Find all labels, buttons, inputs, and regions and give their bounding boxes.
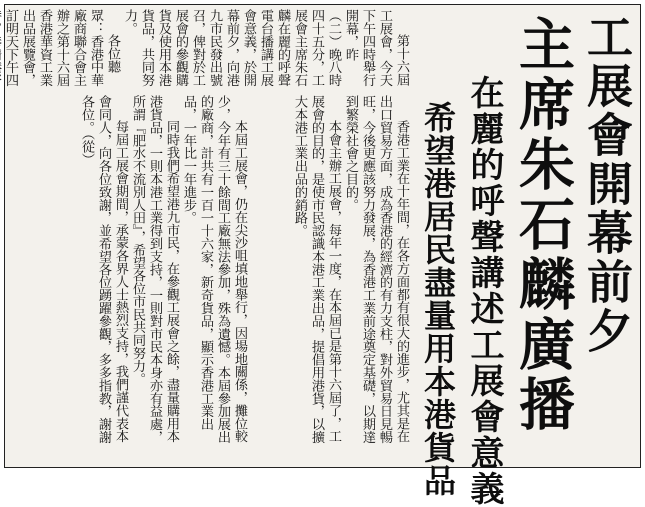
article-paragraph: 各位聽眾：香港中華廠商聯合會主辦之第十六屆香港華資工業出品展覽會，訂明天下午四 (3, 9, 120, 87)
headline-line-2: 主席朱石麟廣播 (510, 15, 576, 435)
headline-line-4: 希望港居民盡量用本港貨品 (419, 101, 457, 497)
article-body-bottom (8, 95, 248, 455)
newspaper-clipping (3, 4, 641, 507)
headline-line-1: 工展會開幕前夕 (580, 13, 634, 356)
article-paragraph: 第十六屆工展會，今天下午四時舉行開幕，昨（二）晚八時四十五分，工展會主席朱石麟在麗的呼聲電台播講工展會意義，於開幕前夕，向港九市民發出號召，俾對於工展會的參觀購貨及使用本港貨品，共同努力。 (122, 9, 409, 87)
article-paragraph: 本屆工展會，仍在尖沙咀填地舉行，因場地關係，攤位較少，今年有三十餘間工廠無法參加，殊為遺憾。本屆參加展出的廠商，計共有一百一十六家，新奇貨品，顯示香港工業出品，一年比一年進步。 (181, 95, 247, 444)
article-body-top (3, 9, 410, 91)
article-paragraph: 本會主辦工展會，每年一度，在本屆已是第十六屆了，工展會的目的，是使市民認識本港工業出品，提倡用港貨，以擴大本港工業出品的銷路。 (292, 95, 341, 444)
article-body-middle (250, 95, 410, 455)
article-paragraph: 同時我們希望港九市民，在參觀工展會之餘，盡量購用本港貨品，一則本港工業得到支持，一則對市民本身亦有益處，所謂『肥水不流別人田』，希望各位市民共同努力。 (130, 95, 179, 444)
article-paragraph: 香港工業在十年間，在各方面都有很大的進步，尤其是在出口貿易方面，成為香港的經濟的有力支柱，對外貿易日見暢旺，今後更應該努力發展，為香港工業前途奠定基礎，以期達到繁榮社會之目的。 (343, 95, 409, 444)
headline-line-3: 在麗的呼聲講述工展會意義 (464, 75, 504, 507)
article-paragraph: 每屆工展會期間，承蒙各界人士熱烈支持，我們謹代表本會同人，向各位致謝，並希望各位踴躍參觀，多多指教，謝謝各位。（從） (79, 95, 128, 444)
